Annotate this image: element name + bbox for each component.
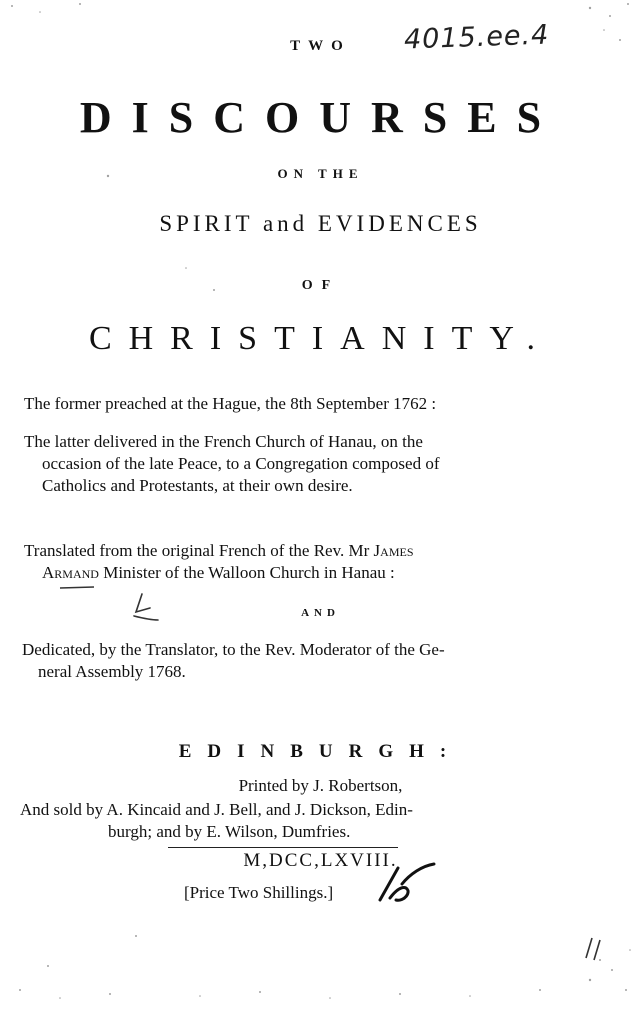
dedication-line: Dedicated, by the Translator, to the Rev. Moderator of the Ge- xyxy=(22,640,445,659)
title-connector-on-the: ON THE xyxy=(277,166,364,181)
main-title: DISCOURSES xyxy=(79,93,562,142)
description-line: Catholics and Protestants, at their own desire. xyxy=(42,476,353,495)
imprint-printer: Printed by J. Robertson, xyxy=(238,776,403,795)
imprint-city: EDINBURGH: xyxy=(178,741,463,762)
dedication-line: neral Assembly 1768. xyxy=(38,662,186,681)
description-line: The latter delivered in the French Church of Hanau, on the xyxy=(24,432,423,451)
title-subject: SPIRIT and EVIDENCES xyxy=(159,211,482,236)
description-first-discourse: The former preached at the Hague, the 8th September 1762 : xyxy=(24,394,437,413)
shelfmark-annotation: 4015.ee.4 xyxy=(403,19,550,56)
author-first-name: James xyxy=(373,541,414,560)
title-connector-of: OF xyxy=(301,278,340,293)
imprint-line: And sold by A. Kincaid and J. Bell, and J. Dickson, Edin- xyxy=(20,800,413,819)
imprint-year: M,DCC,LXVIII. xyxy=(243,850,398,871)
imprint-line: burgh; and by E. Wilson, Dumfries. xyxy=(108,822,351,841)
translation-text: Minister of the Walloon Church in Hanau : xyxy=(98,563,395,582)
title-christianity: CHRISTIANITY. xyxy=(88,320,553,357)
title-prefix: TWO xyxy=(290,38,351,54)
conjunction-and: AND xyxy=(301,607,340,619)
author-surname: Armand xyxy=(42,563,99,582)
price-notice: [Price Two Shillings.] xyxy=(184,883,334,902)
description-line: occasion of the late Peace, to a Congregation composed of xyxy=(42,454,440,473)
translation-text: Translated from the original French of the Rev. Mr xyxy=(24,541,374,560)
